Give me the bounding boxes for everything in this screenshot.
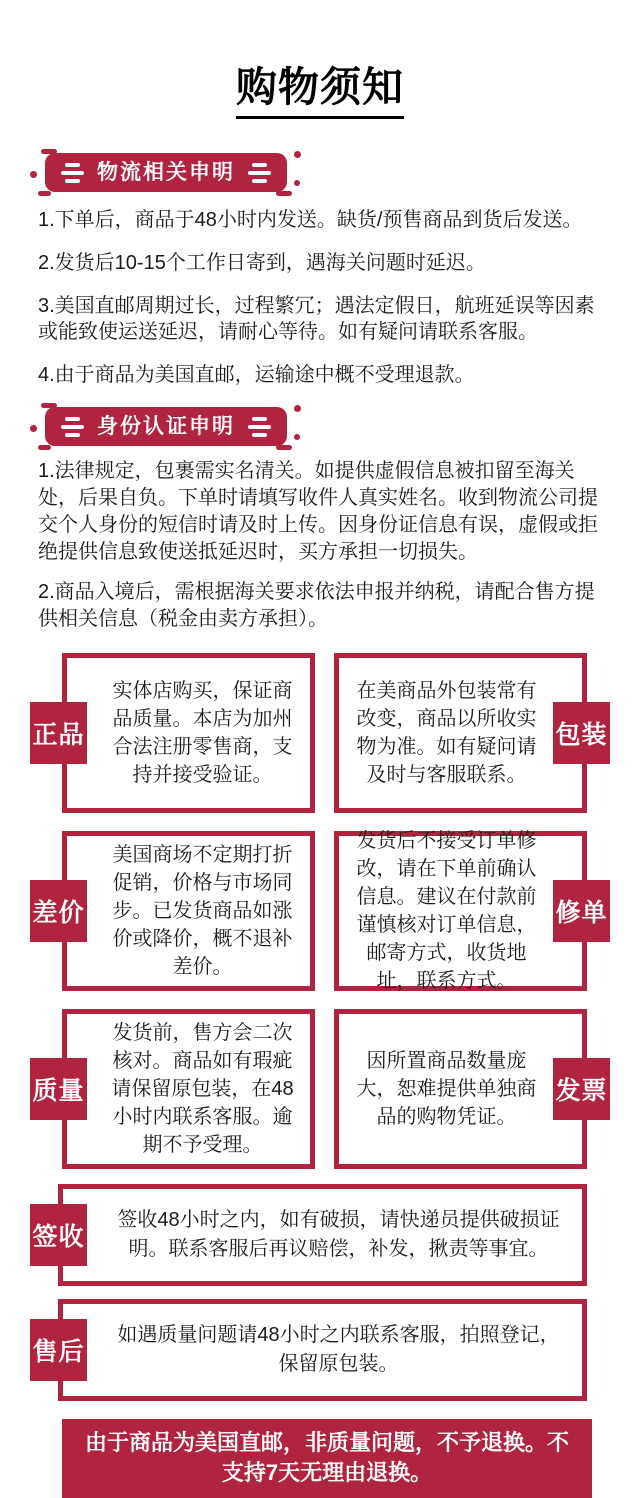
- card-authentic: [32, 653, 315, 813]
- splash-dash-decor: [41, 403, 57, 408]
- splash-dot-decor: [30, 171, 37, 178]
- triple-dash-icon: [248, 163, 271, 183]
- card-label: 修单: [553, 880, 610, 942]
- triple-dash-icon: [248, 417, 271, 437]
- notice-item: 4.由于商品为美国直邮，运输途中概不受理退款。: [38, 364, 475, 387]
- card-text: 签收48小时之内，如有破损，请快递员提供破损证明。联系客服后再议赔偿，补发，揪责等事宜。: [117, 1208, 560, 1260]
- notice-item: 1.下单后，商品于48小时内发送。缺货/预售商品到货后发送。: [38, 209, 583, 232]
- splash-dash-decor: [38, 445, 51, 450]
- page-title-text: 购物须知: [236, 54, 404, 119]
- splash-dash-decor: [276, 191, 292, 196]
- section-badge-identity: [45, 407, 287, 446]
- notice-item: 2.商品入境后，需根据海关要求依法申报并纳税，请配合售方提供相关信息（税金由卖方承担）。: [38, 581, 595, 631]
- card-label: 包装: [553, 702, 610, 764]
- card-label: 发票: [553, 1058, 610, 1120]
- badge-label: 身份认证申明: [97, 415, 235, 439]
- card-packaging: [334, 653, 608, 813]
- badge-label: 物流相关申明: [97, 161, 235, 184]
- card-text: 在美商品外包装常有改变，商品以所收实物为准。如有疑问请及时与客服联系。: [356, 679, 537, 786]
- card-text: 发货前，售方会二次核对。商品如有瑕疵请保留原包装，在48小时内联系客服。逾期不予受理。: [111, 1021, 294, 1156]
- card-order-modification: [334, 829, 608, 992]
- card-label: 质量: [30, 1058, 87, 1120]
- identity-notice-list: [38, 458, 604, 633]
- splash-dot-decor: [30, 425, 37, 432]
- splash-dot-decor: [294, 151, 301, 158]
- card-after-sale: [32, 1299, 587, 1401]
- card-text: 美国商场不定期打折促销，价格与市场同步。已发货商品如涨价或降价，概不退补差价。: [112, 843, 293, 978]
- section-identity-header: [45, 407, 640, 446]
- card-text: 如遇质量问题请48小时之内联系客服，拍照登记，保留原包装。: [117, 1323, 560, 1375]
- splash-dash-decor: [38, 191, 51, 196]
- splash-dot-decor: [294, 405, 301, 412]
- card-label: 正品: [30, 702, 87, 764]
- card-label: 售后: [30, 1319, 87, 1381]
- triple-dash-icon: [61, 417, 84, 437]
- splash-dash-decor: [41, 149, 57, 154]
- splash-dot-decor: [294, 434, 300, 440]
- card-price-difference: [32, 831, 315, 991]
- notice-item: 2.发货后10-15个工作日寄到，遇海关问题时延迟。: [38, 251, 486, 274]
- card-label: 差价: [30, 880, 87, 942]
- notice-item: 1.法律规定，包裹需实名清关。如提供虚假信息被扣留至海关处，后果自负。下单时请填写收件人真实姓名。收到物流公司提交个人身份的短信时请及时上传。因身份证信息有误，虚假或拒绝提供信息致使送抵延迟时，买方承担一切损失。: [38, 460, 598, 563]
- bottom-banner: [62, 1419, 592, 1498]
- card-sign-receipt: [32, 1184, 587, 1286]
- policy-card-grid: [32, 653, 608, 1169]
- card-text: 实体店购买，保证商品质量。本店为加州合法注册零售商，支持并接受验证。: [112, 679, 293, 786]
- splash-dot-decor: [294, 180, 300, 186]
- section-logistics-header: [45, 153, 640, 192]
- logistics-notice-list: [38, 207, 604, 389]
- wide-card-section: [32, 1184, 587, 1401]
- triple-dash-icon: [61, 163, 84, 183]
- page-title: [0, 0, 640, 119]
- card-invoice: [334, 1009, 608, 1169]
- splash-dash-decor: [276, 445, 292, 450]
- card-text: 发货后不接受订单修改，请在下单前确认信息。建议在付款前谨慎核对订单信息，邮寄方式，收货地址，联系方式。: [356, 829, 537, 992]
- card-label: 签收: [30, 1204, 87, 1266]
- notice-item: 3.美国直邮周期过长，过程繁冗；遇法定假日，航班延误等因素或能致使运送延迟，请耐心等待。如有疑问请联系客服。: [38, 294, 595, 344]
- banner-text: 由于商品为美国直邮，非质量问题，不予退换。不支持7天无理由退换。: [84, 1429, 569, 1486]
- section-badge-logistics: [45, 153, 287, 192]
- card-text: 因所置商品数量庞大，恕难提供单独商品的购物凭证。: [356, 1049, 537, 1128]
- card-quality: [32, 1009, 315, 1169]
